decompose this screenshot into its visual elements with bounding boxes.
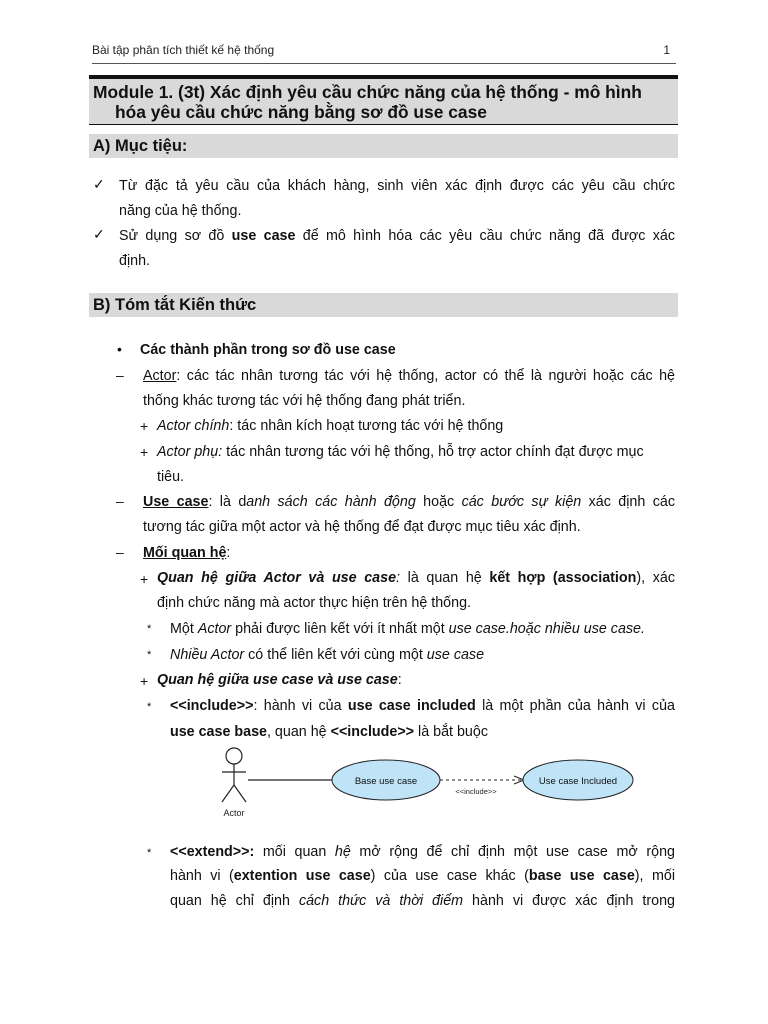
usecase-usecase-heading: Quan hệ giữa use case và use case: — [157, 672, 402, 688]
star-line1: Một Actor phải được liên kết với ít nhất một use case.hoặc nhiều use case. — [170, 621, 645, 637]
included-use-case-label: Use case Included — [538, 776, 618, 787]
actor-usecase-line1: Quan hệ giữa Actor và use case: là quan hệ kết hợp (association), xác — [157, 570, 675, 586]
page-number: 1 — [663, 43, 670, 57]
include-stereotype: <<include>> — [455, 787, 497, 796]
actor-line2: thống khác tương tác với hệ thống đang phát triển. — [143, 393, 466, 409]
actor-secondary-line1: Actor phụ: tác nhân tương tác với hệ thống, hỗ trợ actor chính đạt được mục — [157, 444, 644, 460]
actor-secondary-line2: tiêu. — [157, 469, 185, 485]
objective-2-line2: định. — [119, 253, 151, 269]
dash-icon: – — [116, 544, 124, 560]
page-header — [92, 41, 676, 64]
actor-line1: Actor: các tác nhân tương tác với hệ thống, actor có thể là người hoặc các hệ — [143, 368, 675, 384]
components-heading: Các thành phần trong sơ đồ use case — [140, 342, 396, 358]
extend-line2: hành vi (extention use case) của use case khác (base use case), mối — [170, 868, 675, 884]
star-icon: * — [147, 649, 152, 661]
extend-line3: quan hệ chỉ định cách thức và thời điểm hành vi được xác định trong — [170, 893, 676, 909]
section-b-bar — [89, 293, 678, 317]
extend-line1: <<extend>>: mối quan hệ mở rộng để chỉ định một use case mở rộng — [170, 844, 675, 860]
plus-icon: + — [140, 571, 149, 587]
actor-primary: Actor chính: tác nhân kích hoạt tương tác với hệ thống — [157, 418, 504, 434]
plus-icon: + — [140, 418, 149, 434]
objective-1-line2: năng của hệ thống. — [119, 203, 242, 219]
base-use-case-label: Base use case — [354, 776, 418, 787]
star-icon: * — [147, 623, 152, 635]
module-title-line2: hóa yêu cầu chức năng bằng sơ đồ use case — [115, 102, 487, 122]
module-title-line1: Module 1. (3t) Xác định yêu cầu chức năng của hệ thống - mô hình — [93, 82, 642, 102]
objective-2-line1: Sử dụng sơ đồ use case để mô hình hóa các yêu cầu chức năng đã được xác — [119, 228, 675, 244]
include-line2: use case base, quan hệ <<include>> là bắt buộc — [170, 724, 488, 740]
include-diagram — [200, 745, 660, 825]
bullet-icon: • — [117, 341, 122, 357]
dash-icon: – — [116, 367, 124, 383]
section-a-title: A) Mục tiệu: — [93, 137, 188, 155]
header-title: Bài tập phân tích thiết kế hệ thống — [92, 43, 275, 57]
usecase-line2: tương tác giữa một actor và hệ thống để đạt được mục tiêu xác định. — [143, 519, 581, 535]
actor-label: Actor — [223, 808, 245, 818]
module-title-box — [89, 75, 678, 125]
relation-heading: Mối quan hệ: — [143, 545, 231, 561]
plus-icon: + — [140, 673, 149, 689]
check-icon: ✓ — [93, 226, 105, 242]
actor-figure — [222, 748, 246, 802]
section-a-bar — [89, 134, 678, 158]
objective-1-line1: Từ đặc tả yêu cầu của khách hàng, sinh viên xác định được các yêu cầu chức — [119, 178, 675, 194]
include-line1: <<include>>: hành vi của use case included là một phần của hành vi của — [170, 698, 675, 714]
check-icon: ✓ — [93, 176, 105, 192]
usecase-line1: Use case: là danh sách các hành động hoặc các bước sự kiện xác định các — [143, 494, 675, 510]
dash-icon: – — [116, 493, 124, 509]
module-title — [93, 82, 676, 122]
star-icon: * — [147, 847, 152, 859]
actor-usecase-line2: định chức năng mà actor thực hiện trên hệ thống. — [157, 595, 472, 611]
plus-icon: + — [140, 444, 149, 460]
star-line2: Nhiều Actor có thể liên kết với cùng một use case — [170, 647, 485, 663]
star-icon: * — [147, 701, 152, 713]
section-b-title: B) Tóm tắt Kiến thức — [93, 296, 257, 314]
